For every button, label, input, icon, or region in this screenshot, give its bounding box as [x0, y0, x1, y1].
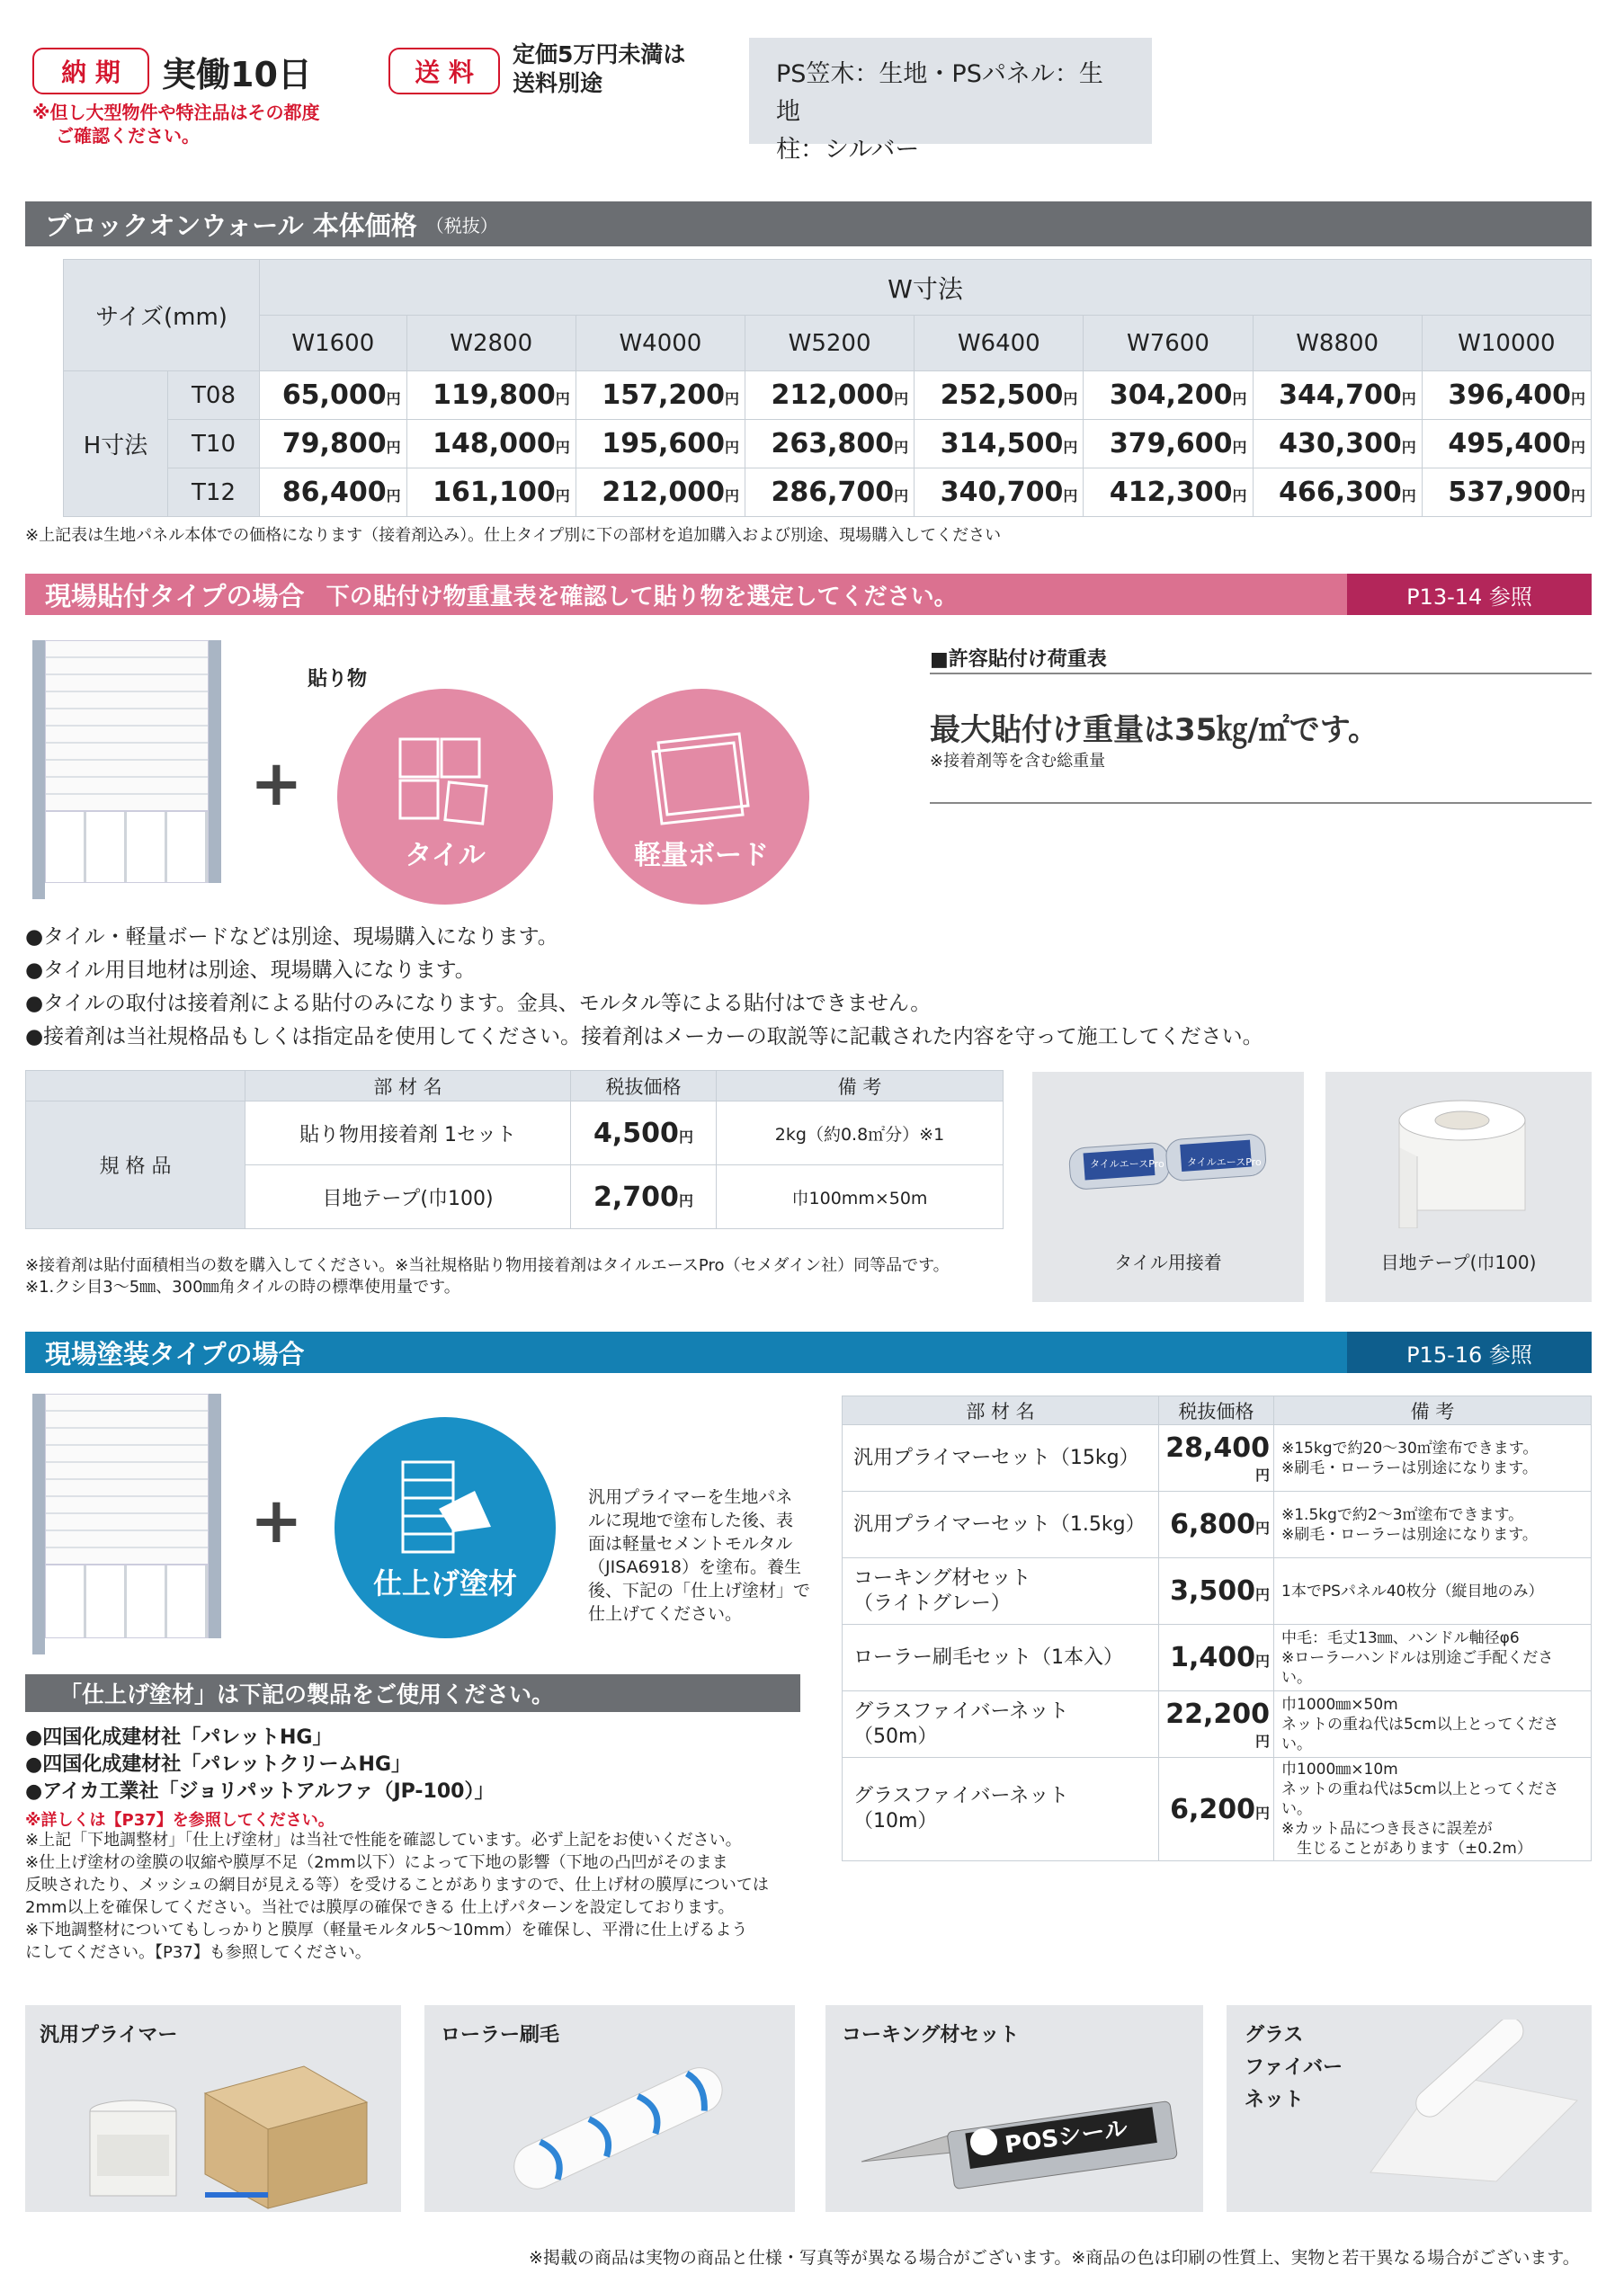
bullet-item: ●タイルの取付は接着剤による貼付のみになります。金具、モルタル等による貼付はできません。 — [25, 992, 932, 1015]
wall-post — [209, 640, 221, 883]
delivery-value: 実働10日 — [162, 55, 312, 94]
wall-block — [45, 1565, 209, 1638]
adhesive-label-text: タイルエースPro — [1187, 1156, 1262, 1168]
note-line: 2mm以上を確保してください。当社では膜厚の確保できる 仕上げパターンを設定しております。 — [25, 1898, 735, 1917]
part-name — [843, 1425, 1159, 1492]
price-value: 4,500 — [593, 1117, 679, 1149]
glass-net-image — [1334, 2020, 1586, 2199]
price-value: 6,800 — [1170, 1509, 1255, 1540]
yen-unit: 円 — [1254, 1804, 1270, 1822]
paste-section-title: 現場貼付タイプの場合 — [45, 580, 305, 611]
price-value: 79,800 — [281, 428, 387, 459]
wall-panel — [45, 640, 209, 811]
adhesive-label-text: タイルエースPro — [1090, 1158, 1164, 1170]
price-value: 412,300 — [1109, 477, 1233, 508]
col-header: 備 考 — [1274, 1396, 1592, 1425]
yen-unit: 円 — [894, 439, 909, 456]
part-price — [1159, 1758, 1274, 1861]
adhesive-tube-image — [1052, 1115, 1284, 1223]
price-section-suffix: （税抜） — [425, 214, 498, 236]
paint-part-row — [843, 1625, 1592, 1691]
price-cell — [406, 371, 576, 420]
tape-photo — [1325, 1072, 1592, 1302]
desc-line: 仕上げてください。 — [588, 1604, 743, 1624]
finish-products — [25, 1725, 494, 1806]
yen-unit: 円 — [894, 390, 909, 407]
part-name-line: グラスファイバーネット — [853, 1785, 1069, 1807]
board-icon — [640, 725, 763, 842]
note-line: ※上記「下地調整材」「仕上げ塗材」は当社で性能を確認しています。必ず上記をお使いください。 — [25, 1831, 742, 1850]
price-value: 252,500 — [940, 379, 1064, 411]
part-note-line: 巾1000㎜×50m — [1281, 1695, 1398, 1714]
desc-line: ルに現地で塗布した後、表 — [588, 1511, 794, 1530]
price-note: ※上記表は生地パネル本体での価格になります（接着剤込み）。仕上タイプ別に下の部材を追加購入および別途、現場購入してください — [25, 526, 1002, 545]
width-header: W2800 — [406, 316, 576, 371]
board-circle — [593, 689, 809, 905]
price-cell — [1253, 468, 1422, 517]
wall-post — [209, 1394, 221, 1638]
caulk-photo — [825, 2005, 1203, 2212]
part-price — [571, 1101, 717, 1165]
roller-caption: ローラー刷毛 — [441, 2024, 560, 2047]
product-item: ●四国化成建材社「パレットHG」 — [25, 1726, 333, 1749]
part-note — [1274, 1691, 1592, 1758]
part-note: 巾100mm×50m — [717, 1165, 1004, 1229]
roller-image — [487, 2056, 748, 2199]
paste-bullets — [25, 921, 1263, 1054]
desc-line: （JISA6918）を塗布。養生 — [588, 1557, 801, 1577]
board-circle-label: 軽量ボード — [634, 840, 769, 871]
yen-unit: 円 — [1401, 487, 1416, 504]
yen-unit: 円 — [555, 487, 570, 504]
price-cell — [260, 468, 407, 517]
part-note-line: ※刷毛・ローラーは別途になります。 — [1281, 1525, 1538, 1544]
yen-unit: 円 — [1232, 390, 1247, 407]
paste-parts-table — [25, 1070, 1004, 1229]
yen-unit: 円 — [894, 487, 909, 504]
yen-unit: 円 — [724, 487, 739, 504]
price-cell — [915, 468, 1084, 517]
yen-unit: 円 — [386, 439, 401, 456]
tile-icon — [391, 734, 499, 842]
paste-ref: P13-14 参照 — [1347, 574, 1592, 615]
wall-illustration — [32, 1394, 223, 1654]
width-header: W6400 — [915, 316, 1084, 371]
col-header: 税抜価格 — [571, 1071, 717, 1101]
width-header: W1600 — [260, 316, 407, 371]
part-name-line: 汎用プライマーセット（1.5kg） — [853, 1512, 1146, 1536]
yen-unit: 円 — [555, 390, 570, 407]
size-header: サイズ(mm) — [64, 260, 260, 371]
price-row — [64, 468, 1592, 517]
col-header: 部 材 名 — [843, 1396, 1159, 1425]
note-line: ※下地調整材についてもしっかりと膜厚（軽量モルタル5～10mm）を確保し、平滑に仕上げるよう — [25, 1921, 748, 1940]
part-note: 2kg（約0.8㎡分）※1 — [717, 1101, 1004, 1165]
glass-net-caption: グラス ファイバー ネット — [1245, 2024, 1343, 2111]
paint-part-row — [843, 1558, 1592, 1625]
price-value: 161,100 — [433, 477, 556, 508]
paint-part-row — [843, 1758, 1592, 1861]
load-text: 最大貼付け重量は35㎏/㎡です。 — [930, 712, 1379, 748]
part-name-line: 汎用プライマーセット（15kg） — [853, 1446, 1139, 1469]
wall-post — [32, 640, 45, 899]
paint-part-row — [843, 1691, 1592, 1758]
price-row — [64, 420, 1592, 468]
caulk-image — [852, 2063, 1185, 2198]
product-item: ●四国化成建材社「パレットクリームHG」 — [25, 1753, 412, 1776]
width-header: W5200 — [745, 316, 914, 371]
price-value: 119,800 — [433, 379, 556, 411]
price-cell — [1084, 420, 1253, 468]
paste-notes — [25, 1255, 950, 1298]
price-value: 148,000 — [433, 428, 556, 459]
glass-net-photo — [1227, 2005, 1592, 2212]
desc-line: 汎用プライマーを生地パネ — [588, 1487, 793, 1507]
part-name-line: （10m） — [853, 1810, 938, 1833]
price-value: 212,000 — [602, 477, 725, 508]
desc-line: 面は軽量セメントモルタル — [588, 1534, 793, 1554]
part-note-line: ※ローラーハンドルは別途ご手配ください。 — [1281, 1648, 1554, 1687]
part-note — [1274, 1625, 1592, 1691]
price-cell — [406, 468, 576, 517]
part-price — [1159, 1691, 1274, 1758]
price-value: 379,600 — [1109, 428, 1233, 459]
footer-note: ※掲載の商品は実物の商品と仕様・写真等が異なる場合がございます。※商品の色は印刷の性質上、実物と若干異なる場合がございます。 — [529, 2248, 1580, 2268]
price-value: 1,400 — [1170, 1642, 1255, 1673]
col-header: 部 材 名 — [245, 1071, 571, 1101]
paint-section-title: 現場塗装タイプの場合 — [45, 1338, 305, 1369]
part-name-line: コーキング材セット — [853, 1566, 1031, 1590]
price-value: 304,200 — [1109, 379, 1233, 411]
part-price — [1159, 1425, 1274, 1492]
price-cell — [1253, 371, 1422, 420]
price-cell — [260, 371, 407, 420]
height-label: T08 — [168, 371, 260, 420]
part-name — [843, 1558, 1159, 1625]
yen-unit: 円 — [1401, 390, 1416, 407]
yen-unit: 円 — [678, 1191, 693, 1209]
note-line: ※接着剤は貼付面積相当の数を購入してください。※当社規格貼り物用接着剤はタイルエースPro（セメダイン社）同等品です。 — [25, 1256, 950, 1275]
wall-illustration — [32, 640, 223, 899]
wall-block — [45, 811, 209, 883]
group-cell: 規 格 品 — [26, 1101, 245, 1229]
spec-box — [749, 38, 1152, 164]
caulk-caption: コーキング材セット — [842, 2024, 1020, 2047]
tile-circle-label: タイル — [405, 840, 486, 871]
paint-section-bar — [25, 1332, 1347, 1373]
plus-sign: + — [250, 1484, 303, 1557]
price-cell — [745, 371, 914, 420]
part-note-line: ※15kgで約20～30㎡塗布できます。 — [1281, 1439, 1539, 1458]
bullet-item: ●接着剤は当社規格品もしくは指定品を使用してください。接着剤はメーカーの取説等に記載された内容を守って施工してください。 — [25, 1025, 1263, 1048]
tape-roll-image — [1381, 1093, 1543, 1228]
w-header: W寸法 — [260, 260, 1592, 316]
paint-description — [588, 1485, 810, 1626]
price-cell — [576, 468, 745, 517]
yen-unit: 円 — [678, 1128, 693, 1146]
load-note: ※接着剤等を含む総重量 — [930, 752, 1106, 771]
part-name-line: （ライトグレー） — [853, 1592, 1011, 1615]
part-note — [1274, 1558, 1592, 1625]
plus-sign: + — [250, 746, 303, 820]
part-name: 貼り物用接着剤 1セット — [245, 1101, 571, 1165]
yen-unit: 円 — [1254, 1466, 1270, 1484]
price-cell — [260, 420, 407, 468]
price-section-bar — [25, 201, 1592, 246]
col-header: 備 考 — [717, 1071, 1004, 1101]
yen-unit: 円 — [1063, 390, 1078, 407]
yen-unit: 円 — [724, 439, 739, 456]
paste-item-label: 貼り物 — [308, 668, 368, 691]
part-note-line: 巾1000㎜×10m — [1281, 1761, 1398, 1779]
price-cell — [576, 420, 745, 468]
primer-photo — [25, 2005, 401, 2212]
part-note-line: 1本でPSパネル40枚分（縦目地のみ） — [1281, 1582, 1544, 1601]
roller-photo — [424, 2005, 795, 2212]
price-cell — [1422, 468, 1591, 517]
paint-parts-table — [842, 1396, 1592, 1861]
primer-image — [79, 2048, 376, 2210]
price-value: 314,500 — [940, 428, 1064, 459]
price-value: 86,400 — [281, 477, 387, 508]
part-name-line: ローラー刷毛セット（1本入） — [853, 1645, 1123, 1669]
delivery-badge: 納 期 — [32, 48, 149, 94]
yen-unit: 円 — [386, 390, 401, 407]
part-name: 目地テープ(巾100) — [245, 1165, 571, 1229]
price-value: 157,200 — [602, 379, 725, 411]
yen-unit: 円 — [555, 439, 570, 456]
yen-unit: 円 — [1570, 487, 1585, 504]
width-header: W8800 — [1253, 316, 1422, 371]
price-value: 286,700 — [771, 477, 895, 508]
shipping-value-line: 送料別途 — [513, 70, 603, 96]
yen-unit: 円 — [1254, 1520, 1270, 1537]
bullet-item: ●タイル用目地材は別途、現場購入になります。 — [25, 959, 476, 982]
corner-cell — [26, 1071, 245, 1101]
part-price — [1159, 1558, 1274, 1625]
delivery-note — [32, 101, 319, 147]
price-cell — [915, 420, 1084, 468]
part-note-line: 生じることがあります（±0.2m） — [1281, 1840, 1532, 1858]
price-value: 466,300 — [1279, 477, 1402, 508]
height-label: T12 — [168, 468, 260, 517]
part-price — [1159, 1492, 1274, 1558]
note-line: ※仕上げ塗材の塗膜の収縮や膜厚不足（2mm以下）によって下地の影響（下地の凸凹がそのまま — [25, 1853, 728, 1872]
note-line: ※1.クシ目3～5㎜、300㎜角タイルの時の標準使用量です。 — [25, 1278, 460, 1297]
width-header: W4000 — [576, 316, 745, 371]
paste-section-bar — [25, 574, 1347, 615]
price-value: 28,400 — [1165, 1431, 1270, 1464]
tile-circle — [337, 689, 553, 905]
note-line: にしてください。【P37】も参照してください。 — [25, 1943, 371, 1962]
price-value: 3,500 — [1170, 1575, 1255, 1607]
product-item: ●アイカ工業社「ジョリパットアルファ（JP-100）」 — [25, 1780, 495, 1803]
part-name-line: グラスファイバーネット — [853, 1699, 1069, 1723]
note-line: 反映されたり、メッシュの網目が見える等）を受けることがありますので、仕上げ材の膜厚については — [25, 1876, 769, 1895]
h-header: H寸法 — [64, 371, 168, 517]
part-price — [571, 1165, 717, 1229]
price-cell — [1253, 420, 1422, 468]
price-cell — [1422, 420, 1591, 468]
price-value: 6,200 — [1170, 1793, 1255, 1825]
price-value: 537,900 — [1448, 477, 1571, 508]
shipping-value — [513, 40, 685, 98]
part-note — [1274, 1758, 1592, 1861]
height-label: T10 — [168, 420, 260, 468]
yen-unit: 円 — [1232, 487, 1247, 504]
yen-unit: 円 — [1401, 439, 1416, 456]
price-value: 195,600 — [602, 428, 725, 459]
delivery-note-line: ※但し大型物件や特注品はその都度 — [32, 102, 320, 123]
price-cell — [915, 371, 1084, 420]
primer-caption: 汎用プライマー — [40, 2024, 178, 2047]
load-table-head: ■許容貼付け荷重表 — [930, 648, 1107, 671]
price-value: 344,700 — [1279, 379, 1402, 411]
part-note — [1274, 1425, 1592, 1492]
paint-ref: P15-16 参照 — [1347, 1332, 1592, 1373]
price-value: 340,700 — [940, 477, 1064, 508]
price-value: 396,400 — [1448, 379, 1571, 411]
price-cell — [576, 371, 745, 420]
yen-unit: 円 — [724, 390, 739, 407]
price-cell — [745, 420, 914, 468]
detail-reference: ※詳しくは【P37】を参照してください。 — [25, 1811, 335, 1830]
yen-unit: 円 — [1570, 439, 1585, 456]
yen-unit: 円 — [1254, 1732, 1270, 1750]
price-table — [63, 259, 1592, 517]
width-header: W7600 — [1084, 316, 1253, 371]
desc-line: 後、下記の「仕上げ塗材」で — [588, 1581, 811, 1601]
width-header: W10000 — [1422, 316, 1591, 371]
price-cell — [1084, 468, 1253, 517]
price-cell — [406, 420, 576, 468]
yen-unit: 円 — [1570, 390, 1585, 407]
delivery-note-line: ご確認ください。 — [56, 125, 200, 147]
part-price — [1159, 1625, 1274, 1691]
shipping-badge: 送 料 — [388, 48, 500, 94]
price-value: 22,200 — [1165, 1698, 1270, 1730]
wall-panel — [45, 1394, 209, 1565]
part-note-line: ※カット品につき長さに誤差が — [1281, 1820, 1493, 1838]
part-name — [843, 1625, 1159, 1691]
price-cell — [1422, 371, 1591, 420]
finish-material-circle — [335, 1417, 556, 1638]
spec-line: 柱：シルバー — [776, 136, 920, 164]
adhesive-caption: タイル用接着 — [1114, 1252, 1222, 1273]
finish-circle-label: 仕上げ塗材 — [372, 1566, 517, 1601]
part-note-line: ネットの重ね代は5cm以上とってください。 — [1281, 1715, 1559, 1753]
price-section-title: ブロックオンウォール 本体価格 — [45, 210, 417, 241]
part-name-line: （50m） — [853, 1725, 938, 1748]
paint-notes — [25, 1829, 769, 1964]
price-value: 263,800 — [771, 428, 895, 459]
bullet-item: ●タイル・軽量ボードなどは別途、現場購入になります。 — [25, 925, 558, 949]
yen-unit: 円 — [1232, 439, 1247, 456]
wall-post — [32, 1394, 45, 1654]
part-name — [843, 1691, 1159, 1758]
yen-unit: 円 — [1254, 1653, 1270, 1670]
price-value: 2,700 — [593, 1181, 679, 1213]
yen-unit: 円 — [386, 487, 401, 504]
part-note-line: ネットの重ね代は5cm以上とってください。 — [1281, 1780, 1559, 1818]
price-value: 430,300 — [1279, 428, 1402, 459]
paint-part-row — [843, 1425, 1592, 1492]
price-value: 212,000 — [771, 379, 895, 411]
caulk-label-text: POSシール — [1003, 2115, 1129, 2160]
yen-unit: 円 — [1063, 439, 1078, 456]
load-head-rule — [930, 673, 1592, 674]
finish-use-bar: 「仕上げ塗材」は下記の製品をご使用ください。 — [25, 1674, 800, 1712]
paint-part-row — [843, 1492, 1592, 1558]
price-cell — [1084, 371, 1253, 420]
trowel-icon — [394, 1455, 502, 1563]
spec-line: PS笠木：生地・PSパネル：生地 — [776, 60, 1103, 126]
part-name — [843, 1758, 1159, 1861]
price-value: 495,400 — [1448, 428, 1571, 459]
part-note-line: ※刷毛・ローラーは別途になります。 — [1281, 1458, 1538, 1477]
load-foot-rule — [930, 802, 1592, 804]
paste-section-subtitle: 下の貼付け物重量表を確認して貼り物を選定してください。 — [326, 583, 958, 611]
col-header: 税抜価格 — [1159, 1396, 1274, 1425]
tape-caption: 目地テープ(巾100) — [1380, 1252, 1537, 1273]
shipping-value-line: 定価5万円未満は — [513, 41, 686, 67]
adhesive-photo — [1032, 1072, 1304, 1302]
yen-unit: 円 — [1254, 1586, 1270, 1603]
price-value: 65,000 — [281, 379, 387, 411]
yen-unit: 円 — [1063, 487, 1078, 504]
part-note-line: 中毛：毛丈13㎜、ハンドル軸径φ6 — [1281, 1628, 1520, 1647]
price-cell — [745, 468, 914, 517]
part-note — [1274, 1492, 1592, 1558]
price-row — [64, 371, 1592, 420]
part-note-line: ※1.5kgで約2～3㎡塗布できます。 — [1281, 1505, 1524, 1524]
part-name — [843, 1492, 1159, 1558]
